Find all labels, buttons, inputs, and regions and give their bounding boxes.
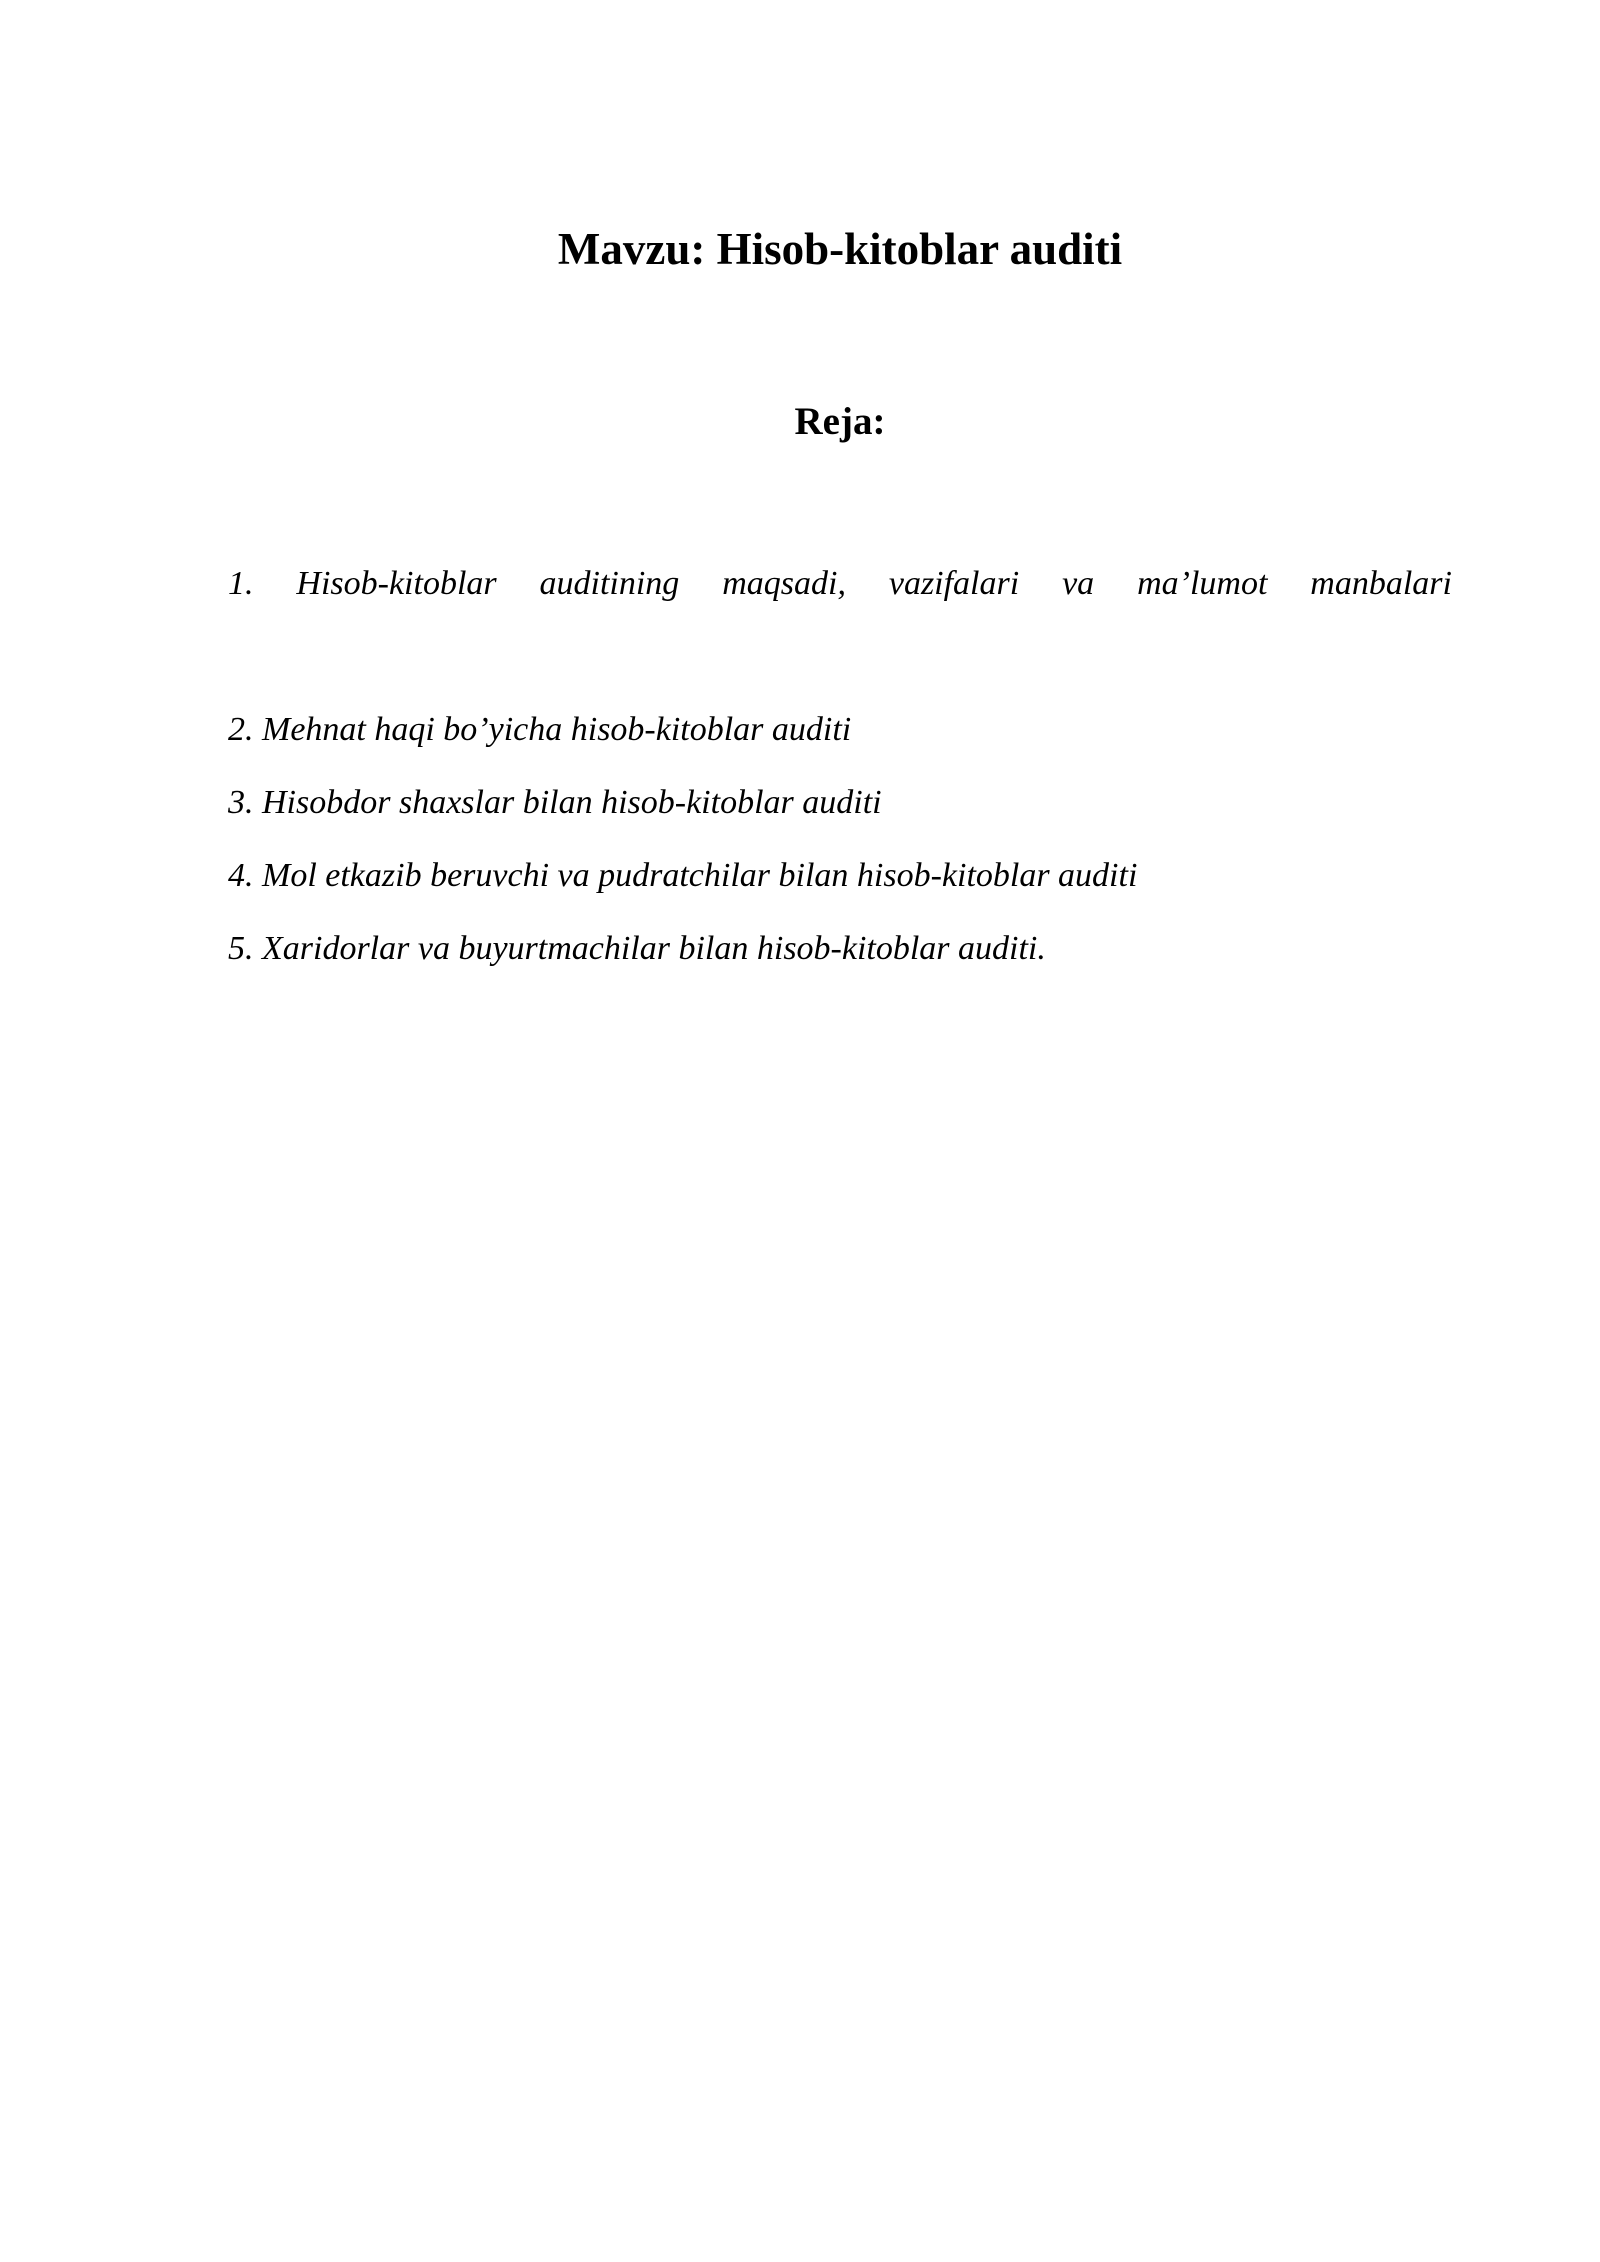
list-item: 1. Hisob-kitoblar auditining maqsadi, vazifalari va ma’lumot manbalari [228, 565, 1452, 602]
list-item: 3. Hisobdor shaxslar bilan hisob-kitoblar auditi [228, 784, 882, 821]
list-item: 4. Mol etkazib beruvchi va pudratchilar bilan hisob-kitoblar auditi [228, 857, 1138, 894]
list-item: 5. Xaridorlar va buyurtmachilar bilan hisob-kitoblar auditi. [228, 930, 1046, 967]
list-item: 2. Mehnat haqi bo’yicha hisob-kitoblar auditi [228, 711, 852, 748]
page-title: Mavzu: Hisob-kitoblar auditi [557, 224, 1123, 274]
section-heading-reja: Reja: [794, 400, 886, 443]
plan-list [228, 547, 1452, 985]
